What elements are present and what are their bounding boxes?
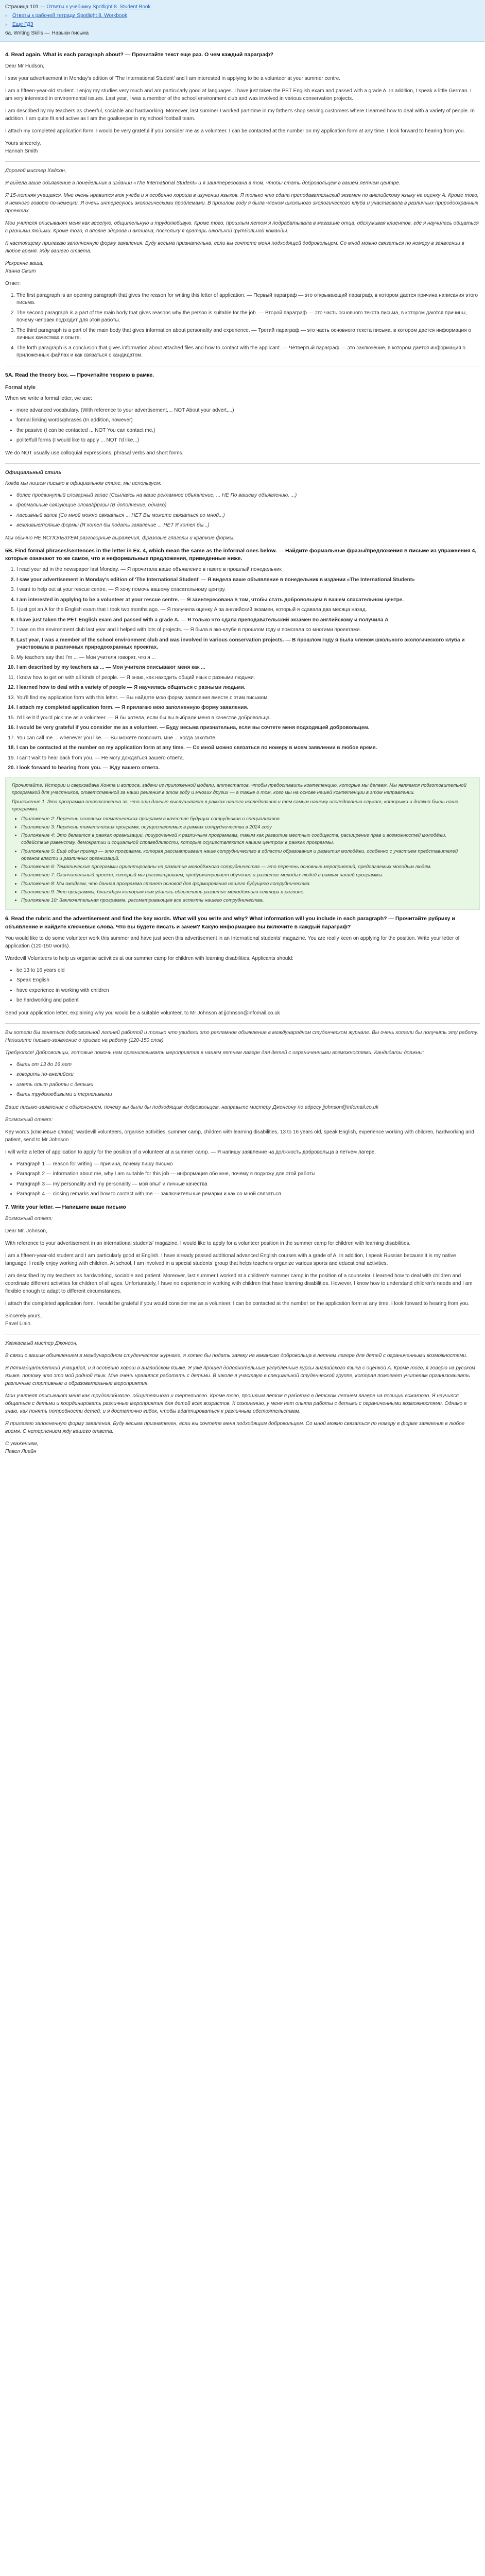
task7-translation bbox=[5, 1340, 480, 1455]
panel-paragraph: Приложение 1. Эта программа ответственна за, что эти данные выслушивают в рамках нашего исследования и тем самым нашему исследованию служат, которыми и должна быть наша программа. bbox=[12, 799, 459, 812]
info-panel bbox=[5, 777, 480, 910]
list-item: • Paragraph 2 — information about me, why I am suitable for this job — информация обо мне, почему я подхожу для этой работы bbox=[16, 1171, 480, 1178]
task5b-title: 5B. Find formal phrases/sentences in the letter in Ex. 4, which mean the same as the informal ones below. — Найдите формальные фразы/предложения в письме из упражнения 4, которые означают то же самое, что и неформальные предложения, приведенные ниже. bbox=[5, 547, 477, 562]
list-item: • be 13 to 16 years old bbox=[16, 967, 480, 975]
task6-rubric: You would like to do some volunteer work this summer and have just seen this advertisement in an International students' magazine. You are really keen on applying for the position. Write your letter of application (120-150 words). bbox=[5, 935, 460, 949]
translation-paragraph: С уважением, bbox=[5, 1440, 39, 1447]
list-item: • говорить по-английски bbox=[16, 1071, 480, 1079]
panel-paragraph: Прочитайте. Истории и сверхзадача Хонта и вопроса, задачи из приложенной модели, аттестатов, чтобы предоставить компетенцию, которые мы делаем. Мы являемся подготовительной программой для участников, ответственной за наши решения в этом году и многих других — а также о том, кого мы на основе нашей компетенции в этом направлении. bbox=[12, 782, 466, 795]
translation-paragraph: К настоящему прилагаю заполненную форму заявления. Буду весьма признательна, если вы сочтете меня подходящей добровольцем. Со мной можно связаться по номеру в заявлении в любое время. Жду вашего ответа. bbox=[5, 240, 464, 254]
list-item: • Приложение 10: Заключительная программа, рассматривающая все аспекты нашего сотрудничества. bbox=[21, 897, 473, 904]
breadcrumb bbox=[0, 0, 485, 42]
list-item: • Приложение 2: Перечень основных тематических программ в качестве будущих сотрудников и специалистов bbox=[21, 816, 473, 823]
breadcrumb-link-student-book[interactable]: Ответы к учебнику Spotlight 8. Student Book bbox=[46, 4, 151, 10]
list-item: 18. I can be contacted at the number on my application form at any time. — Со мной можно связаться по номеру в моем заявлении в любое время. bbox=[16, 744, 480, 752]
current-title: Навыки письма bbox=[51, 30, 89, 36]
letter-paragraph: I am described by my teachers as cheerful, sociable and hardworking. Moreover, last summer I worked part-time in my father's shop serving customers where I learned how to deal with a variety of people. In addition, I am quite fit and active as I am the goalkeeper in my school football team. bbox=[5, 108, 475, 122]
list-item: • пассивный залог (Со мной можно связаться ... НЕТ Вы можете связаться со мной...) bbox=[16, 512, 480, 520]
list-item: • Приложение 6: Тематические программы ориентированы на развитие молодёжного сотрудничества — это перечень основных мероприятий, предлагаемых молодым людям. bbox=[21, 863, 473, 871]
list-item: 4. The forth paragraph is a conclusion that gives information about attached files and how to contact with the applicant. — Четвертый параграф — это заключение, в котором дается информация о приложенных файлах и как связаться с кандидатом. bbox=[16, 345, 480, 360]
list-item: 3. I want to help out at your rescue centre. — Я хочу помочь вашему спасательному центру. bbox=[16, 586, 480, 594]
list-item: • Speak English bbox=[16, 977, 480, 985]
list-item: 5. I just got an A for the English exam that I took two months ago. — Я получила оценку А за английский экзамен, который я сдавала два месяца назад. bbox=[16, 606, 480, 614]
letter-paragraph: Dear Mr. Johnson, bbox=[5, 1228, 47, 1234]
task6-possible: Key words (ключевые слова): wardevill volunteers, organise activities, summer camp, children with learning disabilities, 13 to 16 years old, speak English, experience working with children, hardworking and patient, send to Mr Johnson bbox=[5, 1129, 474, 1143]
divider bbox=[5, 161, 480, 162]
letter-paragraph: I am a fifteen-year-old student. I enjoy my studies very much and am particularly good at languages. I have just taken the PET English exam and passed with a grade A. In addition, I speak a little German. I am very interested in environmental issues. Last year, I was a member of the school environment club and was involved in various conservation projects. bbox=[5, 88, 472, 101]
task4-letter bbox=[5, 62, 480, 155]
official-intro: Когда мы пишем письмо в официальном стиле, мы используем: bbox=[5, 480, 162, 486]
list-item: • Приложение 8: Мы ожидаем, что данная программа станет основой для формирования нашего будущего сотрудничества. bbox=[21, 880, 473, 888]
panel-list bbox=[21, 816, 473, 905]
translation-paragraph: Мои учителя описывают меня как веселую, общительную и трудолюбивую. Кроме того, прошлым летом я подрабатывала в магазине отца, обслуживая клиентов, где я научилась общаться с разными людьми. Кроме того, я вполне здорова и активна, поскольку я вратарь школьной футбольной команды. bbox=[5, 220, 479, 234]
breadcrumb-link-workbook[interactable]: Ответы к рабочей тетради Spotlight 8. Workbook bbox=[12, 13, 128, 19]
list-item: • Приложение 5: Ещё один пример — это программа, которая рассматривает наше сотрудничество в области образования и развития молодёжи, особенно с участием представителей органов власти и различных организаций. bbox=[21, 848, 473, 863]
translation-paragraph: Я видела ваше объявление в понедельник в издании «The International Student» и я заинтересована в том, чтобы стать добровольцем в вашем летнем центре. bbox=[5, 180, 401, 186]
official-style-title: Официальный стиль bbox=[5, 469, 62, 476]
list-item: • the passive (I can be contacted ... NOT You can contact me.) bbox=[16, 427, 480, 435]
formal-note: We do NOT usually use colloquial expressions, phrasal verbs and short forms. bbox=[5, 450, 184, 456]
official-list bbox=[16, 492, 480, 530]
list-item: • быть от 13 до 16 лет bbox=[16, 1061, 480, 1069]
task5b-list bbox=[16, 566, 480, 772]
task6-translation: Вы хотели бы заняться добровольной летней работой и только что увидели это рекламное объявление в международном студенческом журнале. Вы очень хотели бы получить эту работу. Напишите письмо-заявление о приеме на работу (120-150 слов). bbox=[5, 1029, 479, 1043]
breadcrumb-line-1 bbox=[5, 3, 480, 11]
list-item: • formal linking words/phrases (In addition, however) bbox=[16, 417, 480, 425]
letter-paragraph: Hannah Smith bbox=[5, 148, 38, 154]
list-item: • Приложение 9: Это программы, благодаря которым нам удалось обеспечить развитие молодёжного сектора в регионе. bbox=[21, 889, 473, 896]
list-item: 8. Last year, I was a member of the school environment club and was involved in various conservation projects. — В прошлом году я была членом школьного экологического клуба и участвовала в различных природоохранных проектах. bbox=[16, 637, 480, 652]
formal-list bbox=[16, 407, 480, 445]
translation-paragraph: Дорогой мистер Хадсон, bbox=[5, 167, 66, 174]
breadcrumb-line-2 bbox=[5, 12, 480, 20]
list-item: 10. I am described by my teachers as ... — Мои учителя описывают меня как ... bbox=[16, 664, 480, 672]
task6-paras bbox=[16, 1161, 480, 1198]
list-item: • более продвинутый словарный запас (Ссылаясь на ваше рекламное объявление, ... НЕ По вашему объявлению, ...) bbox=[16, 492, 480, 500]
task5-title: 5A. Read the theory box. — Прочитайте теорию в рамке. bbox=[5, 371, 154, 378]
letter-paragraph: Pavel Liain bbox=[5, 1320, 30, 1327]
list-item: 2. I saw your advertisement in Monday's edition of 'The International Student' — Я видела ваше объявление в понедельник в издании «The International Student» bbox=[16, 577, 480, 584]
list-item: • Приложение 4: Это делается в рамках организации, приуроченной к различным программам, таким как развитие местных сообществ, расширение прав и возможностей молодёжи, содействие равенству, демократии и социальной справедливости, которые осуществляются нашим центром в рамках программы. bbox=[21, 832, 473, 847]
divider bbox=[5, 1023, 480, 1024]
translation-paragraph: Я пятнадцатилетний учащийся, и я особенно хорош в английском языке. Я уже прошел дополнительные углубленные курсы английского языка с оценкой А. Кроме того, я говорю на русском языке, потому что это мой родной язык. Мне очень нравится работать с детьми. В школе я участвую в специальной студенческой группе, которая помогает учителям организовывать различные спортивные и образовательные мероприятия. bbox=[5, 1365, 475, 1386]
letter-paragraph: I attach my completed application form. I would be very grateful if you consider me as a volunteer. I can be contacted at the number on my application form at any time. I look forward to hearing from you. bbox=[5, 128, 465, 134]
letter-paragraph: I am a fifteen-year-old student and I am particularly good at English. I have already passed additional advanced English courses with a grade of A. In addition, I speak Russian because it is my native language. I really enjoy working with children. At school, I am involved in a special students' group that helps teachers organize various sports and educational activities. bbox=[5, 1252, 456, 1266]
list-item: • иметь опыт работы с детьми bbox=[16, 1081, 480, 1089]
list-item: 3. The third paragraph is a part of the main body that gives information about personality and experience. — Третий параграф — это часть основного текста письма, в котором дается информация о личных качествах и опыте. bbox=[16, 327, 480, 342]
list-item: 15. I'd like it if you'd pick me as a volunteer. — Я бы хотела, если бы вы выбрали меня в качестве добровольца. bbox=[16, 715, 480, 722]
list-item: 20. I look forward to hearing from you. — Жду вашего ответа. bbox=[16, 765, 480, 772]
list-item: 11. I know how to get on with all kinds of people. — Я знаю, как находить общий язык с разными людьми. bbox=[16, 674, 480, 682]
letter-paragraph: Dear Mr Hudson, bbox=[5, 63, 45, 69]
list-item: 1. The first paragraph is an opening paragraph that gives the reason for writing this letter of application. — Первый параграф — это открывающий параграф, в котором дается причина написания этого письма. bbox=[16, 292, 480, 307]
task7-title: 7. Write your letter. — Напишите ваше письмо bbox=[5, 1204, 126, 1210]
arrow-right-icon: › bbox=[5, 12, 7, 18]
letter-paragraph: I am described by my teachers as hardworking, sociable and patient. Moreover, last summer I worked at a children's summer camp in the position of a counselor. I learned how to deal with children and coordinate different activities for children of all ages. Unfortunately, I have no experience in working with children that have learning disabilities. However, I know how to understand children's needs and I am flexible enough to adapt to different circumstances. bbox=[5, 1273, 473, 1294]
possible-answer-label: Возможный ответ: bbox=[5, 1215, 53, 1222]
letter-paragraph: I attach the completed application form. I would be grateful if you would consider me as a volunteer. I can be contacted at the number on the application form at any time. I look forward to hearing from you. bbox=[5, 1300, 470, 1307]
task7-letter bbox=[5, 1227, 480, 1328]
list-item: 1. I read your ad in the newspaper last Monday. — Я прочитала ваше объявление в газете в прошлый понедельник bbox=[16, 566, 480, 574]
possible-answer-label: Возможный ответ: bbox=[5, 1116, 53, 1123]
list-item: 19. I can't wait to hear back from you. — Не могу дождаться вашего ответа. bbox=[16, 755, 480, 762]
divider bbox=[5, 463, 480, 464]
task6-plan: I will write a letter of application to apply for the position of a volunteer at a summer camp. — Я напишу заявление на должность добровольца в летнем лагере. bbox=[5, 1149, 376, 1155]
task4-answer-list bbox=[16, 292, 480, 360]
translation-paragraph: Ханна Смит bbox=[5, 268, 36, 274]
task4-translation bbox=[5, 167, 480, 275]
list-item: • быть трудолюбивыми и терпеливыми bbox=[16, 1091, 480, 1099]
list-item: • have experience in working with children bbox=[16, 987, 480, 995]
translation-paragraph: Искренне ваша, bbox=[5, 260, 44, 266]
list-item: 16. I would be very grateful if you consider me as a volunteer. — Буду весьма признательна, если вы сочтете меня подходящей добровольцем. bbox=[16, 724, 480, 732]
list-item: 6. I have just taken the PET English exam and passed with a grade A. — Я только что сдала преподавательский экзамен по английскому и получила A bbox=[16, 617, 480, 624]
task6-ad: Wardevill Volunteers to help us organise activities at our summer camp for children with learning disabilities. Applicants should: bbox=[5, 955, 293, 961]
translation-paragraph: Я 15-летняя учащаяся. Мне очень нравится моя учеба и я особенно хороша в изучении языков. Я только что сдала преподавательский экзамен по английскому языку на оценку А. Кроме того, я немного говорю по-немецки. Я очень интересуюсь экологическими проблемами. В прошлом году я была членом школьного экологического клуба и участвовала в различных природоохранных проектах. bbox=[5, 192, 479, 214]
list-item: 14. I attach my completed application form. — Я прилагаю мою заполненную форму заявления. bbox=[16, 704, 480, 712]
task6-translation-list bbox=[16, 1061, 480, 1099]
list-item: • Приложение 3: Перечень тематических программ, осуществляемых в рамках сотрудничества в 2024 году bbox=[21, 824, 473, 831]
letter-paragraph: With reference to your advertisement in an international students' magazine, I would like to apply for a volunteer position in the summer camp for children with learning disabilities. bbox=[5, 1240, 411, 1246]
arrow-right-icon: › bbox=[5, 21, 7, 27]
letter-paragraph: Sincerely yours, bbox=[5, 1313, 42, 1319]
list-item: 2. The second paragraph is a part of the main body that gives reasons why the person is suitable for the job. — Второй параграф — это часть основного текста письма, в котором даются причины, почему человек подходит для этой работы. bbox=[16, 310, 480, 325]
translation-paragraph: Мои учителя описывают меня как трудолюбивого, общительного и терпеливого. Кроме того, прошлым летом я работал в детском летнем лагере на позиции вожатого. Я научился общаться с детьми и координировать различные мероприятия для детей всех возрастов. К сожалению, у меня нет опыта работы с детьми с ограниченными возможностями. Однако я знаю, как понять потребности детей, и я достаточно гибок, чтобы адаптироваться к различным обстоятельствам. bbox=[5, 1393, 467, 1414]
list-item: • Paragraph 3 — my personality and my personality — мой опыт и личные качества bbox=[16, 1181, 480, 1189]
list-item: • be hardworking and patient bbox=[16, 997, 480, 1005]
breadcrumb-link-more[interactable]: Еще ГДЗ bbox=[12, 22, 33, 27]
task6-translation-2: Требуются! Добровольцы, готовые помочь нам организовывать мероприятия в нашем летнем лагере для детей с ограниченными возможностями. Кандидаты должны: bbox=[5, 1049, 424, 1056]
task6-title: 6. Read the rubric and the advertisement and find the key words. What will you write and why? What information will you include in each paragraph? — Прочитайте рубрику и объявление и найдите ключевые слова. Что вы будете писать и зачем? Какую информацию вы включите в каждый параграф? bbox=[5, 916, 455, 930]
translation-paragraph: Уважаемый мистер Джонсон, bbox=[5, 1340, 78, 1346]
answer-label: Ответ: bbox=[5, 280, 21, 286]
breadcrumb-prefix: Страница 101 — bbox=[5, 4, 47, 10]
formal-style-title: Formal style bbox=[5, 384, 36, 391]
translation-paragraph: Я прилагаю заполненную форму заявления. Буду весьма признателен, если вы сочтете меня подходящим добровольцем. Со мной можно связаться по номеру в форме заявления в любое время. С нетерпением жду вашего ответа. bbox=[5, 1420, 465, 1434]
list-item: 12. I learned how to deal with a variety of people — Я научилась общаться с разными людьми. bbox=[16, 684, 480, 692]
current-prefix: 6a. Writing Skills — bbox=[5, 30, 50, 36]
official-note: Мы обычно НЕ ИСПОЛЬЗУЕМ разговорные выражения, фразовые глаголы и краткие формы. bbox=[5, 535, 235, 541]
list-item: 7. I was on the environment club last year and I helped with lots of projects. — Я была в эко-клубе в прошлом году и помогала со многими проектами. bbox=[16, 626, 480, 634]
task6-ad-list bbox=[16, 967, 480, 1005]
list-item: 17. You can call me ... whenever you like. — Вы можете позвонить мне ... когда захотите. bbox=[16, 735, 480, 742]
list-item: 9. My teachers say that I'm ... — Мои учителя говорят, что я ... bbox=[16, 654, 480, 662]
list-item: 13. You'll find my application form with this letter. — Вы найдете мою форму заявления вместе с этим письмом. bbox=[16, 694, 480, 702]
task6-translation-footer: Ваше письмо-заявление с объяснением, почему вы были бы подходящим добровольцем, направьте мистеру Джонсону по адресу jjohnson@infomail.co.uk bbox=[5, 1104, 379, 1110]
formal-intro: When we write a formal letter, we use: bbox=[5, 395, 92, 401]
breadcrumb-current bbox=[5, 29, 480, 37]
main-content bbox=[0, 42, 485, 1455]
list-item: • формальные связующие слова/фразы (В дополнение, однако) bbox=[16, 502, 480, 510]
list-item: • Приложение 7: Окончательный проект, который мы рассматриваем, предусматривает обучение и развитие молодых людей в рамках нашей программы. bbox=[21, 872, 473, 879]
list-item: 4. I am interested in applying to be a volunteer at your rescue centre. — Я заинтересована в том, чтобы стать добровольцем в вашем спасательном центре. bbox=[16, 597, 480, 604]
list-item: • more advanced vocabulary. (With reference to your advertisement,... NOT About your advert,...) bbox=[16, 407, 480, 415]
task6-ad-footer: Send your application letter, explaining why you would be a suitable volunteer, to Mr Johnson at jjohnson@infomail.co.uk bbox=[5, 1010, 280, 1016]
translation-paragraph: В связи с вашим объявлением в международном студенческом журнале, я хотел бы подать заявку на вакансию добровольца в летнем лагере для детей с ограниченными возможностями. bbox=[5, 1352, 467, 1359]
letter-paragraph: I saw your advertisement in Monday's edition of 'The International Student' and I am interested in applying to be a volunteer at your summer centre. bbox=[5, 75, 341, 81]
list-item: • polite/full forms (I would like to apply ... NOT I'd like...) bbox=[16, 437, 480, 445]
list-item: • вежливые/полные формы (Я хотел бы подать заявление ... НЕТ Я хотел бы...) bbox=[16, 522, 480, 530]
letter-paragraph: Yours sincerely, bbox=[5, 140, 41, 146]
task4-title: 4. Read again. What is each paragraph about? — Прочитайте текст еще раз. О чем каждый параграф? bbox=[5, 52, 273, 58]
list-item: • Paragraph 1 — reason for writing — причина, почему пишу письмо bbox=[16, 1161, 480, 1168]
translation-paragraph: Павел Лиайн bbox=[5, 1448, 37, 1454]
breadcrumb-line-3 bbox=[5, 21, 480, 28]
list-item: • Paragraph 4 — closing remarks and how to contact with me — заключительные ремарки и как со мной связаться bbox=[16, 1191, 480, 1198]
